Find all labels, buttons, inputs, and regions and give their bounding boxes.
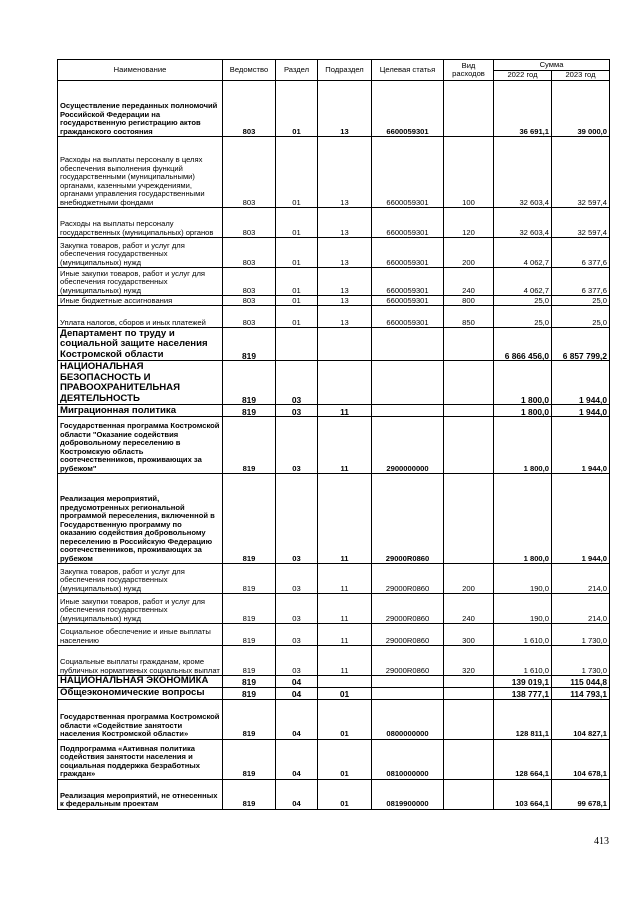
cell-pod: 13 (318, 208, 372, 238)
cell-pod: 13 (318, 296, 372, 306)
cell-vr: 100 (444, 137, 494, 208)
cell-ved: 819 (223, 687, 276, 699)
cell-s22: 1 800,0 (494, 474, 552, 564)
cell-s23: 25,0 (552, 306, 610, 328)
table-row (58, 405, 610, 417)
cell-s23: 32 597,4 (552, 137, 610, 208)
cell-ved: 819 (223, 564, 276, 594)
header-2022: 2022 год (494, 71, 552, 81)
cell-ved: 819 (223, 474, 276, 564)
cell-s23: 104 827,1 (552, 699, 610, 739)
page-number: 413 (594, 836, 609, 847)
header-name: Наименование (58, 60, 223, 81)
table-row (58, 687, 610, 699)
cell-s23: 1 944,0 (552, 405, 610, 417)
header-target: Целевая статья (372, 60, 444, 81)
table-header (58, 60, 610, 81)
cell-vr (444, 361, 494, 405)
cell-pod: 01 (318, 739, 372, 779)
cell-name: Государственная программа Костромской области «Содействие занятости населения Костромской области» (58, 699, 223, 739)
cell-vr (444, 405, 494, 417)
cell-cs: 0800000000 (372, 699, 444, 739)
cell-pod (318, 361, 372, 405)
cell-ved: 819 (223, 594, 276, 624)
cell-name: Социальные выплаты гражданам, кроме публичных нормативных социальных выплат (58, 646, 223, 676)
cell-cs: 29000R0860 (372, 564, 444, 594)
cell-s22: 4 062,7 (494, 268, 552, 296)
cell-name: Департамент по труду и социальной защите населения Костромской области (58, 328, 223, 361)
cell-vr (444, 779, 494, 809)
cell-vr: 200 (444, 238, 494, 268)
cell-s22: 1 800,0 (494, 405, 552, 417)
cell-name: Иные закупки товаров, работ и услуг для обеспечения государственных (муниципальных) нужд (58, 594, 223, 624)
cell-raz: 01 (276, 268, 318, 296)
cell-s22: 128 664,1 (494, 739, 552, 779)
cell-s22: 128 811,1 (494, 699, 552, 739)
cell-s22: 1 610,0 (494, 646, 552, 676)
cell-ved: 819 (223, 624, 276, 646)
cell-ved: 803 (223, 137, 276, 208)
cell-vr (444, 687, 494, 699)
cell-s22: 1 800,0 (494, 361, 552, 405)
cell-ved: 819 (223, 779, 276, 809)
cell-s22: 190,0 (494, 594, 552, 624)
cell-s22: 32 603,4 (494, 137, 552, 208)
cell-vr: 200 (444, 564, 494, 594)
cell-vr: 240 (444, 268, 494, 296)
cell-pod: 11 (318, 646, 372, 676)
cell-s22: 139 019,1 (494, 676, 552, 688)
cell-ved: 819 (223, 739, 276, 779)
cell-s22: 36 691,1 (494, 81, 552, 137)
cell-ved: 803 (223, 306, 276, 328)
cell-raz: 01 (276, 306, 318, 328)
cell-ved: 803 (223, 81, 276, 137)
table-row (58, 208, 610, 238)
cell-name: Иные бюджетные ассигнования (58, 296, 223, 306)
cell-s23: 32 597,4 (552, 208, 610, 238)
cell-raz: 04 (276, 676, 318, 688)
budget-table (57, 59, 610, 810)
cell-vr: 240 (444, 594, 494, 624)
cell-name: Государственная программа Костромской области "Оказание содействия добровольному переселению в Костромскую область соотечественников, проживающих за рубежом" (58, 417, 223, 474)
cell-s22: 190,0 (494, 564, 552, 594)
cell-pod: 13 (318, 137, 372, 208)
cell-cs (372, 361, 444, 405)
budget-sheet (57, 59, 609, 810)
cell-cs: 29000R0860 (372, 646, 444, 676)
cell-name: Осуществление переданных полномочий Российской Федерации на государственную регистрацию актов гражданского состояния (58, 81, 223, 137)
cell-name: НАЦИОНАЛЬНАЯ БЕЗОПАСНОСТЬ И ПРАВООХРАНИТЕЛЬНАЯ ДЕЯТЕЛЬНОСТЬ (58, 361, 223, 405)
cell-s23: 6 377,6 (552, 238, 610, 268)
cell-cs: 29000R0860 (372, 474, 444, 564)
cell-cs: 6600059301 (372, 238, 444, 268)
cell-cs: 0810000000 (372, 739, 444, 779)
cell-cs: 6600059301 (372, 208, 444, 238)
cell-cs: 29000R0860 (372, 594, 444, 624)
cell-s22: 1 800,0 (494, 417, 552, 474)
table-row (58, 624, 610, 646)
cell-vr (444, 474, 494, 564)
cell-s22: 25,0 (494, 306, 552, 328)
cell-name: Реализация мероприятий, не отнесенных к федеральным проектам (58, 779, 223, 809)
cell-ved: 819 (223, 361, 276, 405)
cell-vr (444, 699, 494, 739)
cell-s23: 6 377,6 (552, 268, 610, 296)
cell-s22: 25,0 (494, 296, 552, 306)
table-body (58, 81, 610, 810)
cell-pod: 01 (318, 779, 372, 809)
cell-s22: 6 866 456,0 (494, 328, 552, 361)
table-row (58, 564, 610, 594)
cell-cs (372, 405, 444, 417)
cell-ved: 819 (223, 676, 276, 688)
header-podrazdel: Подраздел (318, 60, 372, 81)
cell-ved: 819 (223, 405, 276, 417)
cell-pod: 13 (318, 238, 372, 268)
cell-vr (444, 81, 494, 137)
cell-raz: 01 (276, 81, 318, 137)
cell-raz: 03 (276, 474, 318, 564)
cell-pod: 11 (318, 417, 372, 474)
cell-ved: 803 (223, 268, 276, 296)
cell-ved: 819 (223, 699, 276, 739)
cell-s23: 1 944,0 (552, 361, 610, 405)
table-row (58, 268, 610, 296)
cell-s23: 115 044,8 (552, 676, 610, 688)
cell-s23: 1 944,0 (552, 474, 610, 564)
cell-pod (318, 328, 372, 361)
cell-s23: 6 857 799,2 (552, 328, 610, 361)
cell-s22: 1 610,0 (494, 624, 552, 646)
cell-cs (372, 687, 444, 699)
cell-raz: 04 (276, 699, 318, 739)
cell-pod: 01 (318, 687, 372, 699)
cell-name: Расходы на выплаты персоналу в целях обеспечения выполнения функций государственными (муниципальными) органами, казенными учреждениями, органами управления государственными внебюджетными фондами (58, 137, 223, 208)
cell-cs: 6600059301 (372, 137, 444, 208)
cell-s23: 1 944,0 (552, 417, 610, 474)
header-vedomstvo: Ведомство (223, 60, 276, 81)
cell-cs: 6600059301 (372, 81, 444, 137)
cell-raz: 03 (276, 405, 318, 417)
cell-s22: 4 062,7 (494, 238, 552, 268)
cell-raz: 04 (276, 779, 318, 809)
table-row (58, 137, 610, 208)
cell-name: Подпрограмма «Активная политика содействия занятости населения и социальная поддержка безработных граждан» (58, 739, 223, 779)
cell-s23: 214,0 (552, 594, 610, 624)
cell-vr (444, 676, 494, 688)
cell-ved: 819 (223, 646, 276, 676)
cell-raz: 01 (276, 208, 318, 238)
cell-pod: 13 (318, 268, 372, 296)
cell-name: Реализация мероприятий, предусмотренных региональной программой переселения, включенной в Государственную программу по оказанию содействия добровольному переселению в Российскую Федерацию соотечественников, проживающих за рубежом (58, 474, 223, 564)
cell-pod: 13 (318, 306, 372, 328)
cell-vr (444, 739, 494, 779)
cell-pod: 13 (318, 81, 372, 137)
cell-raz: 03 (276, 594, 318, 624)
cell-raz: 01 (276, 137, 318, 208)
table-row (58, 296, 610, 306)
cell-pod: 11 (318, 624, 372, 646)
table-row (58, 361, 610, 405)
cell-cs: 6600059301 (372, 296, 444, 306)
cell-vr: 120 (444, 208, 494, 238)
cell-raz: 03 (276, 646, 318, 676)
table-row (58, 699, 610, 739)
header-2023: 2023 год (552, 71, 610, 81)
table-row (58, 739, 610, 779)
cell-s23: 99 678,1 (552, 779, 610, 809)
cell-ved: 819 (223, 328, 276, 361)
cell-ved: 819 (223, 417, 276, 474)
cell-cs: 2900000000 (372, 417, 444, 474)
table-row (58, 646, 610, 676)
cell-raz: 03 (276, 624, 318, 646)
cell-cs (372, 676, 444, 688)
cell-vr (444, 328, 494, 361)
cell-name: Общеэкономические вопросы (58, 687, 223, 699)
header-vid: Вид расходов (444, 60, 494, 81)
cell-s22: 138 777,1 (494, 687, 552, 699)
cell-vr: 300 (444, 624, 494, 646)
cell-pod: 11 (318, 594, 372, 624)
cell-name: Расходы на выплаты персоналу государственных (муниципальных) органов (58, 208, 223, 238)
cell-s23: 114 793,1 (552, 687, 610, 699)
cell-s23: 25,0 (552, 296, 610, 306)
cell-raz: 01 (276, 296, 318, 306)
cell-s23: 104 678,1 (552, 739, 610, 779)
cell-vr: 800 (444, 296, 494, 306)
cell-raz (276, 328, 318, 361)
cell-cs: 29000R0860 (372, 624, 444, 646)
cell-raz: 03 (276, 417, 318, 474)
header-razdel: Раздел (276, 60, 318, 81)
cell-s23: 39 000,0 (552, 81, 610, 137)
cell-raz: 03 (276, 564, 318, 594)
cell-raz: 01 (276, 238, 318, 268)
table-row (58, 417, 610, 474)
cell-s23: 1 730,0 (552, 624, 610, 646)
cell-pod: 01 (318, 699, 372, 739)
cell-s23: 214,0 (552, 564, 610, 594)
cell-pod: 11 (318, 405, 372, 417)
cell-vr (444, 417, 494, 474)
table-row (58, 474, 610, 564)
cell-name: Закупка товаров, работ и услуг для обеспечения государственных (муниципальных) нужд (58, 238, 223, 268)
cell-name: Закупка товаров, работ и услуг для обеспечения государственных (муниципальных) нужд (58, 564, 223, 594)
cell-raz: 03 (276, 361, 318, 405)
cell-ved: 803 (223, 238, 276, 268)
cell-pod: 11 (318, 474, 372, 564)
cell-pod (318, 676, 372, 688)
cell-ved: 803 (223, 296, 276, 306)
table-row (58, 238, 610, 268)
cell-vr: 850 (444, 306, 494, 328)
cell-cs: 6600059301 (372, 268, 444, 296)
cell-raz: 04 (276, 687, 318, 699)
cell-cs: 6600059301 (372, 306, 444, 328)
cell-pod: 11 (318, 564, 372, 594)
table-row (58, 328, 610, 361)
cell-name: Иные закупки товаров, работ и услуг для обеспечения государственных (муниципальных) нужд (58, 268, 223, 296)
cell-name: Миграционная политика (58, 405, 223, 417)
cell-s22: 103 664,1 (494, 779, 552, 809)
cell-cs (372, 328, 444, 361)
cell-cs: 0819900000 (372, 779, 444, 809)
table-row (58, 779, 610, 809)
header-sum: Сумма (494, 60, 610, 71)
cell-vr: 320 (444, 646, 494, 676)
table-row (58, 81, 610, 137)
table-row (58, 306, 610, 328)
cell-ved: 803 (223, 208, 276, 238)
table-row (58, 594, 610, 624)
cell-s22: 32 603,4 (494, 208, 552, 238)
cell-name: Уплата налогов, сборов и иных платежей (58, 306, 223, 328)
cell-name: НАЦИОНАЛЬНАЯ ЭКОНОМИКА (58, 676, 223, 688)
cell-raz: 04 (276, 739, 318, 779)
table-row (58, 676, 610, 688)
cell-name: Социальное обеспечение и иные выплаты населению (58, 624, 223, 646)
cell-s23: 1 730,0 (552, 646, 610, 676)
